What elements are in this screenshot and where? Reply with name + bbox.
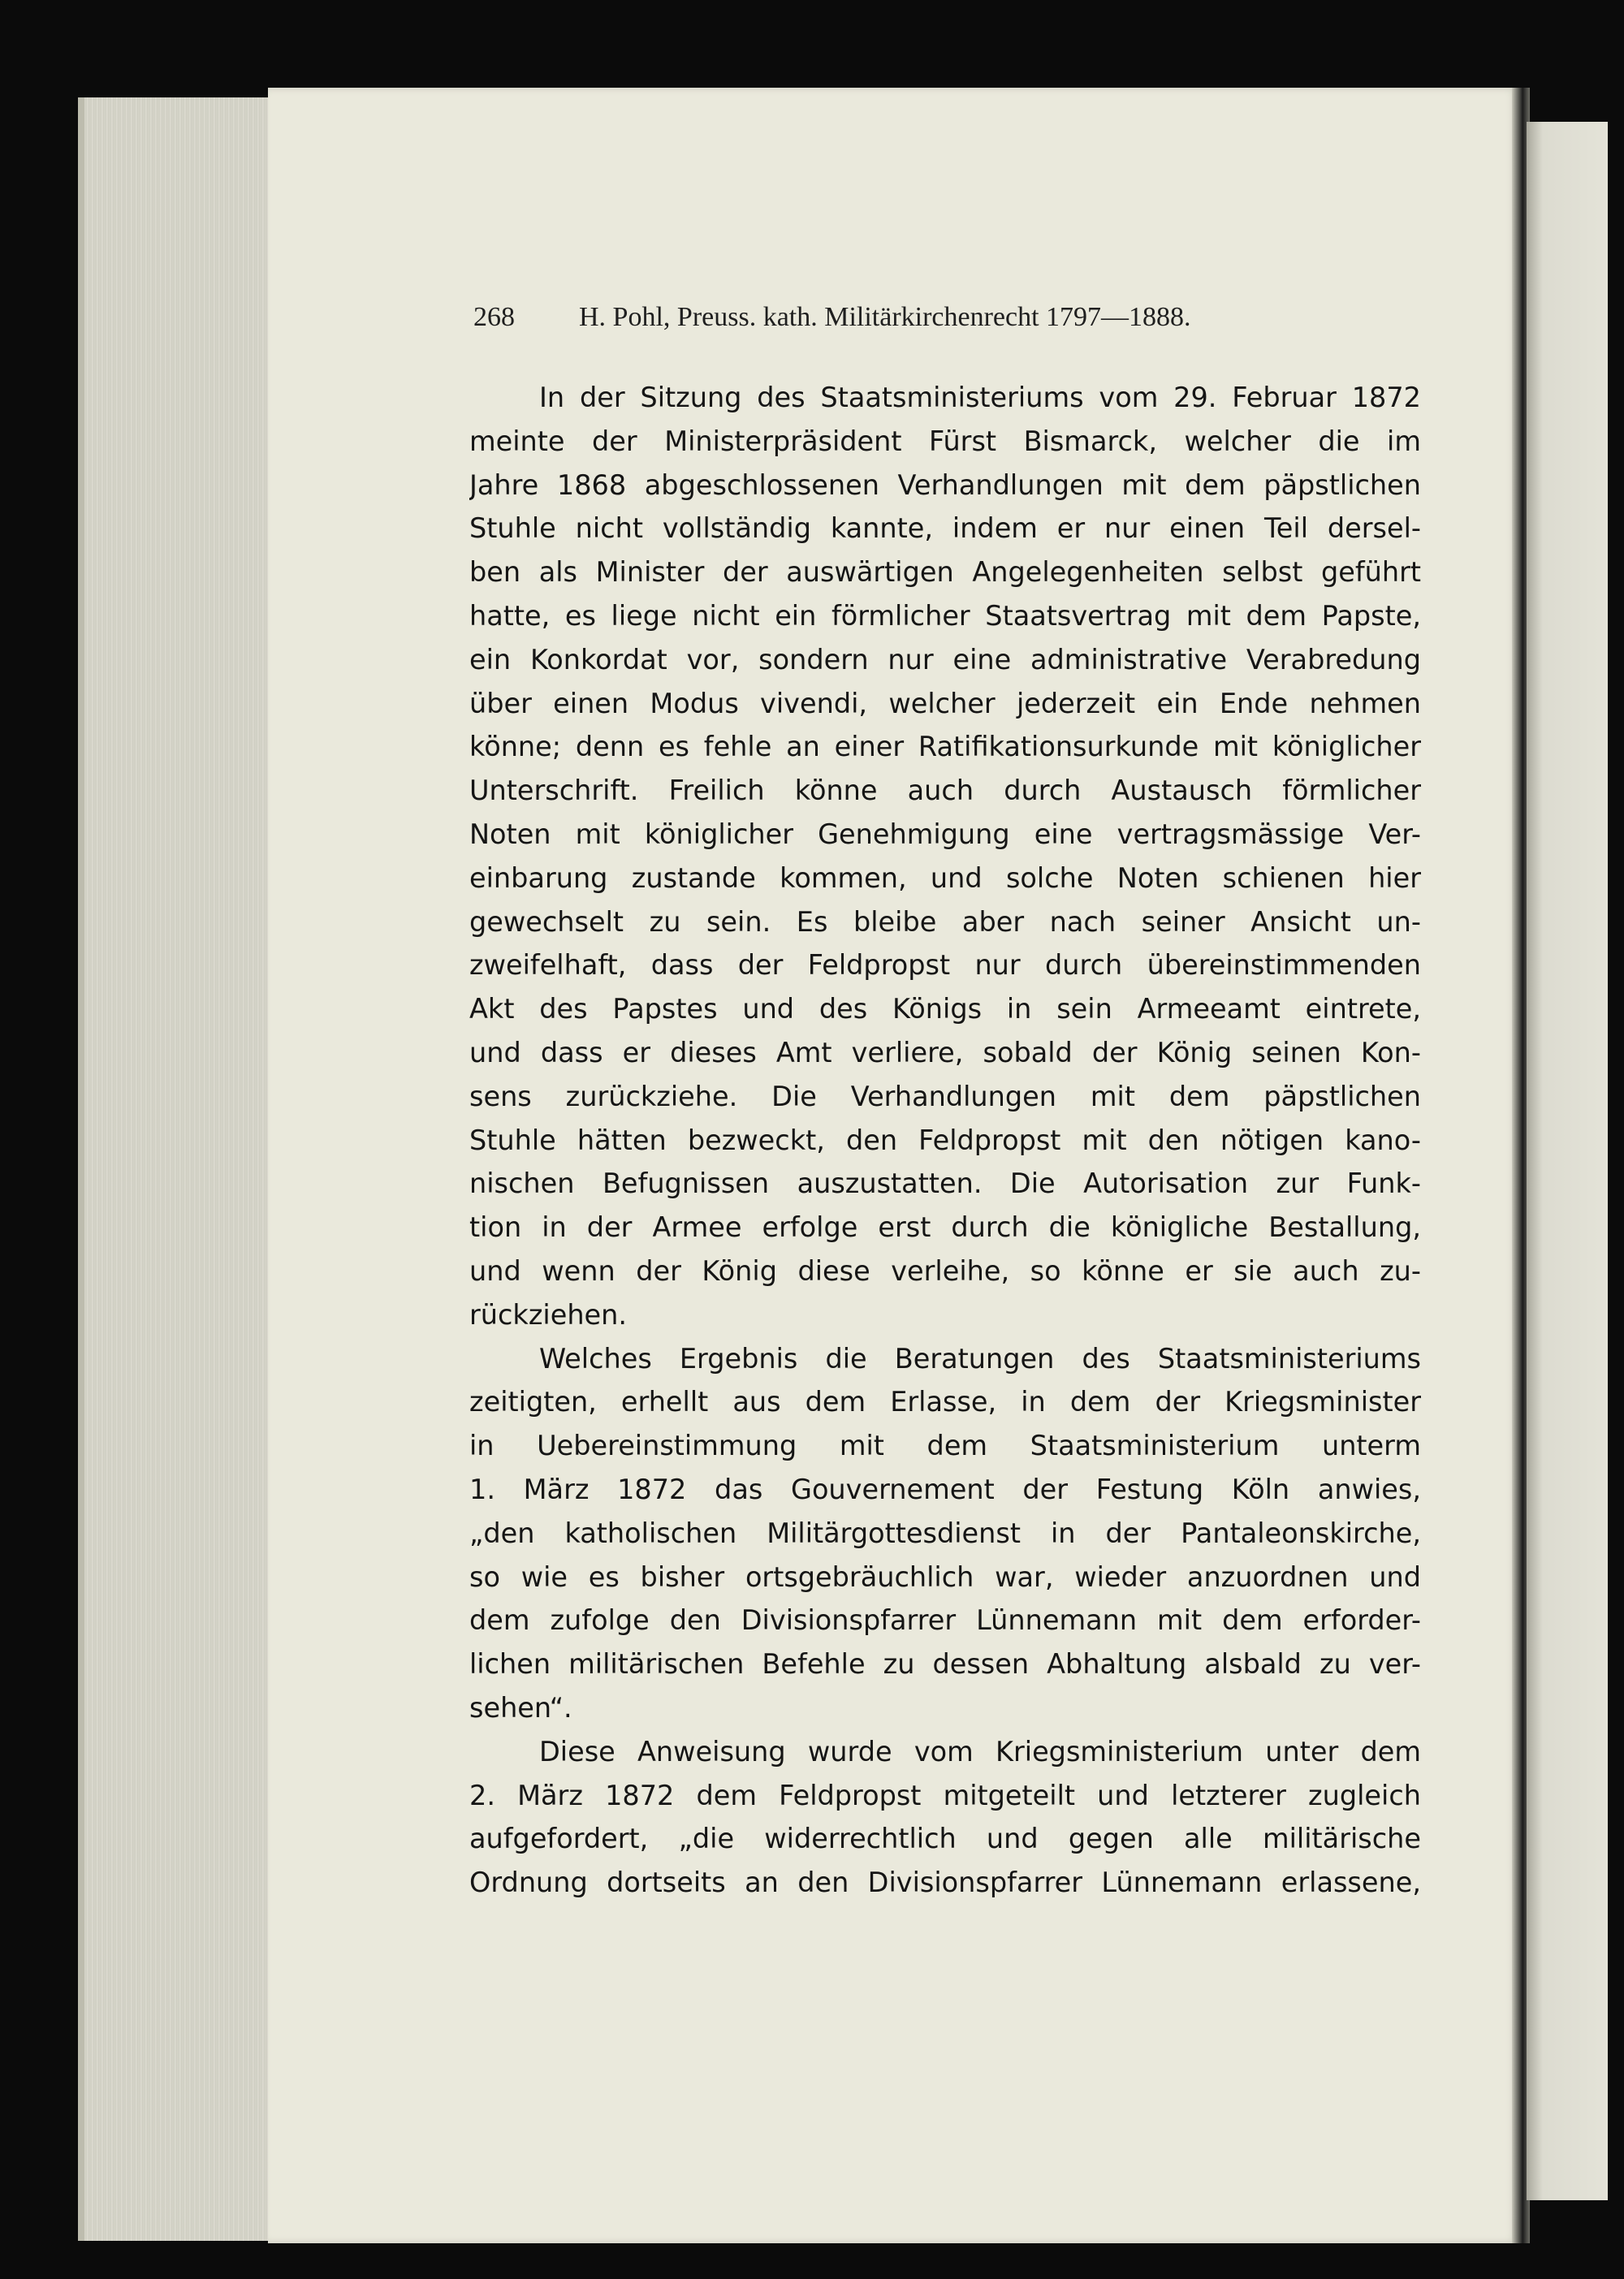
text-line: nischen Befugnissen auszustatten. Die Autorisation zur Funk- bbox=[469, 1168, 1421, 1200]
text-line: rückziehen. bbox=[469, 1298, 628, 1331]
text-line: lichen militärischen Befehle zu dessen Abhaltung alsbald zu ver- bbox=[469, 1648, 1421, 1681]
text-line: aufgefordert, „die widerrechtlich und gegen alle militärische bbox=[469, 1823, 1421, 1855]
next-page-edge bbox=[1527, 122, 1608, 2200]
text-line: Noten mit königlicher Genehmigung eine vertragsmässige Ver- bbox=[469, 818, 1421, 850]
text-line: meinte der Ministerpräsident Fürst Bismarck, welcher die im bbox=[469, 425, 1421, 457]
text-line: könne; denn es fehle an einer Ratifikationsurkunde mit königlicher bbox=[469, 731, 1421, 763]
text-line: Unterschrift. Freilich könne auch durch Austausch förmlicher bbox=[469, 775, 1421, 807]
text-line: Akt des Papstes und des Königs in sein Armeeamt eintrete, bbox=[469, 993, 1421, 1025]
body-text bbox=[469, 376, 1421, 1905]
page-number: 268 bbox=[473, 302, 515, 332]
text-line: in Uebereinstimmung mit dem Staatsministerium unterm bbox=[469, 1430, 1421, 1462]
text-line: und wenn der König diese verleihe, so könne er sie auch zu- bbox=[469, 1254, 1421, 1287]
text-line: sehen“. bbox=[469, 1691, 572, 1724]
text-line: tion in der Armee erfolge erst durch die königliche Bestallung, bbox=[469, 1211, 1421, 1244]
text-line: Jahre 1868 abgeschlossenen Verhandlungen mit dem päpstlichen bbox=[469, 468, 1421, 501]
text-line: einbarung zustande kommen, und solche Noten schienen hier bbox=[469, 861, 1421, 894]
text-line: zweifelhaft, dass der Feldpropst nur durch übereinstimmenden bbox=[469, 949, 1421, 982]
text-line: 1. März 1872 das Gouvernement der Festung Köln anwies, bbox=[469, 1473, 1421, 1505]
text-line: und dass er dieses Amt verliere, sobald der König seinen Kon- bbox=[469, 1036, 1421, 1068]
running-head bbox=[473, 302, 1432, 351]
text-line: Ordnung dortseits an den Divisionspfarrer Lünnemann erlassene, bbox=[469, 1867, 1421, 1899]
text-line: hatte, es liege nicht ein förmlicher Staatsvertrag mit dem Papste, bbox=[469, 599, 1421, 632]
text-line: so wie es bisher ortsgebräuchlich war, wieder anzuordnen und bbox=[469, 1560, 1421, 1593]
book-page-edges bbox=[78, 97, 287, 2241]
text-line: Stuhle nicht vollständig kannte, indem er nur einen Teil dersel- bbox=[469, 512, 1421, 545]
running-title: H. Pohl, Preuss. kath. Militärkirchenrecht 1797—1888. bbox=[579, 302, 1191, 332]
text-line: zeitigten, erhellt aus dem Erlasse, in dem der Kriegsminister bbox=[469, 1386, 1421, 1418]
text-line: ben als Minister der auswärtigen Angelegenheiten selbst geführt bbox=[469, 556, 1421, 589]
text-line: ein Konkordat vor, sondern nur eine administrative Verabredung bbox=[469, 643, 1421, 675]
text-line: Stuhle hätten bezweckt, den Feldpropst mit den nötigen kano- bbox=[469, 1124, 1421, 1156]
text-line: Diese Anweisung wurde vom Kriegsministerium unter dem bbox=[539, 1735, 1421, 1768]
text-line: dem zufolge den Divisionspfarrer Lünnemann mit dem erforder- bbox=[469, 1604, 1421, 1637]
text-line: Welches Ergebnis die Beratungen des Staatsministeriums bbox=[539, 1342, 1421, 1375]
text-line: „den katholischen Militärgottesdienst in der Pantaleonskirche, bbox=[469, 1517, 1421, 1549]
text-line: gewechselt zu sein. Es bleibe aber nach seiner Ansicht un- bbox=[469, 905, 1421, 938]
text-line: 2. März 1872 dem Feldpropst mitgeteilt und letzterer zugleich bbox=[469, 1779, 1421, 1811]
text-line: sens zurückziehe. Die Verhandlungen mit dem päpstlichen bbox=[469, 1080, 1421, 1112]
text-line: In der Sitzung des Staatsministeriums vom 29. Februar 1872 bbox=[539, 382, 1421, 413]
text-line: über einen Modus vivendi, welcher jederzeit ein Ende nehmen bbox=[469, 687, 1421, 719]
